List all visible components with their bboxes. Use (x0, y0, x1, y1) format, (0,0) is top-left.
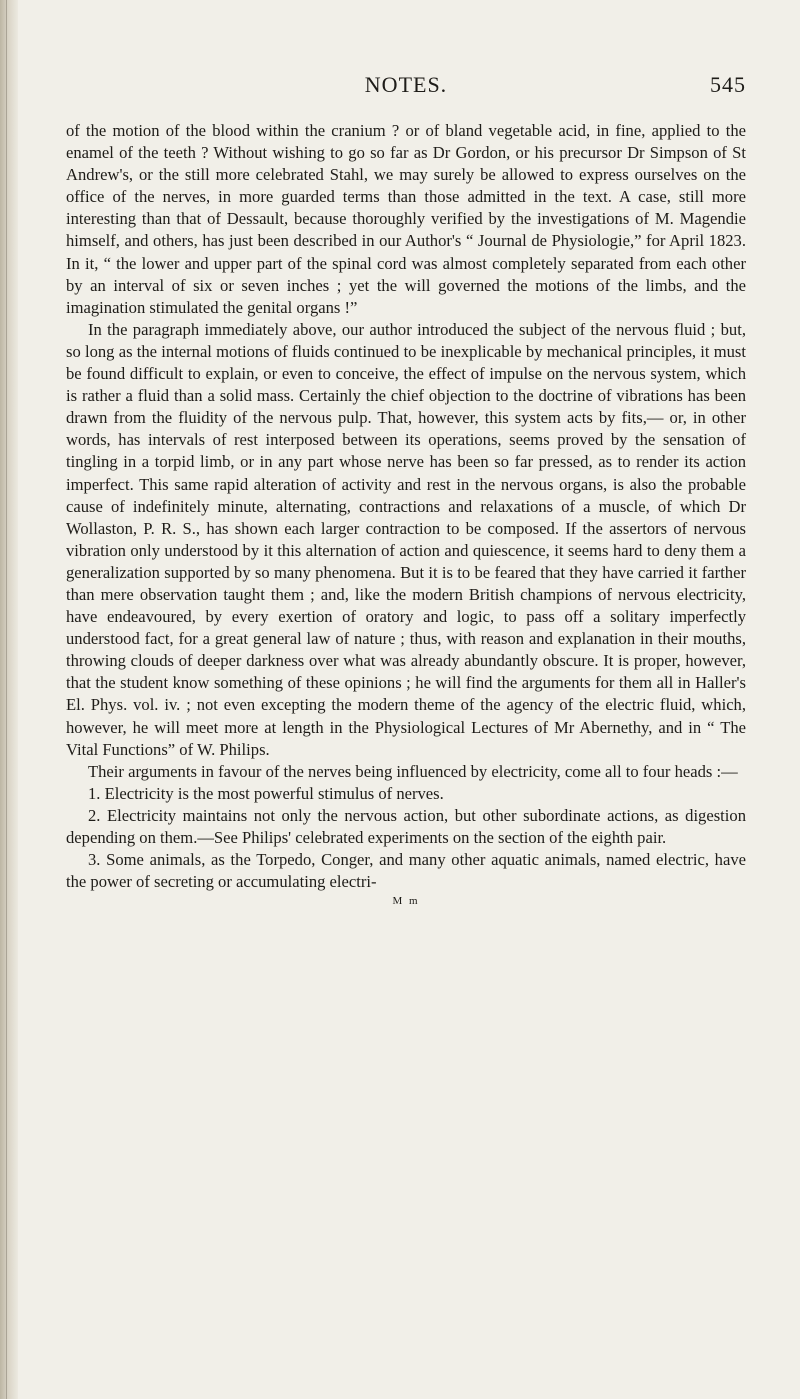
list-item-3: 3. Some animals, as the Torpedo, Conger, and many other aquatic animals, named electric, have the power of secreting or accumulating electri- (66, 850, 746, 892)
book-page (66, 72, 746, 907)
page-number: 545 (710, 72, 746, 97)
signature-mark: M m (392, 895, 420, 908)
running-head (66, 72, 746, 112)
gutter-line (6, 0, 7, 1399)
running-head-title: NOTES. (364, 72, 448, 97)
notes-body (66, 120, 746, 893)
list-item-1: 1. Electricity is the most powerful stimulus of nerves. (88, 783, 444, 803)
paragraph-3: Their arguments in favour of the nerves being influenced by electricity, come all to four heads :— (88, 761, 738, 781)
binding-gutter (0, 0, 18, 1399)
paragraph-1: of the motion of the blood within the cranium ? or of bland vegetable acid, in fine, applied to the enamel of the teeth ? Without wishing to go so far as Dr Gordon, or his precursor Dr Simpson of St Andrew's, or the still more celebrated Stahl, we may surely be allowed to express ourselves on the office of the nerves, in more guarded terms than those admitted in the text. A case, still more interesting than that of Dessault, because thoroughly verified by the investigations of M. Magendie himself, and others, has just been described in our Author's “ Journal de Physiologie,” for April 1823. In it, “ the lower and upper part of the spinal cord was almost completely separated from each other by an interval of six or seven inches ; yet the will governed the motions of the limbs, and the imagination stimulated the genital organs !” (66, 121, 746, 317)
paragraph-2: In the paragraph immediately above, our author introduced the subject of the nervous fluid ; but, so long as the internal motions of fluids continued to be inexplicable by mechanical principles, it must be found difficult to explain, or even to conceive, the effect of impulse on the nervous system, which is rather a fluid than a solid mass. Certainly the chief objection to the doctrine of vibrations has been drawn from the fluidity of the nervous pulp. That, however, this system acts by fits,— or, in other words, has intervals of rest interposed between its operations, seems proved by the sensation of tingling in a torpid limb, or in any part whose nerve has been so far pressed, as to render its action imperfect. This same rapid alteration of activity and rest in the nervous organs, is also the probable cause of indefinitely minute, alternating, contractions and relaxations of a muscle, of which Dr Wollaston, P. R. S., has shown each larger contraction to be composed. If the assertors of nervous vibration only understood by it this alternation of action and quiescence, it seems hard to deny them a generalization supported by so many phenomena. But it is to be feared that they have carried it farther than mere observation taught them ; and, like the modern British champions of nervous electricity, have endeavoured, by every exertion of oratory and logic, to pass off a solitary imperfectly understood fact, for a great general law of nature ; thus, with reason and explanation in their mouths, throwing clouds of deeper darkness over what was already abundantly obscure. It is proper, however, that the student know something of these opinions ; he will find the arguments for them all in Haller's El. Phys. vol. iv. ; not even excepting the modern theme of the agency of the electric fluid, which, however, he will meet more at length in the Physiological Lectures of Mr Abernethy, and in “ The Vital Functions” of W. Philips. (66, 319, 746, 759)
list-item-2: 2. Electricity maintains not only the nervous action, but other subordinate actions, as digestion depending on them.—See Philips' celebrated experiments on the section of the eighth pair. (66, 805, 746, 847)
